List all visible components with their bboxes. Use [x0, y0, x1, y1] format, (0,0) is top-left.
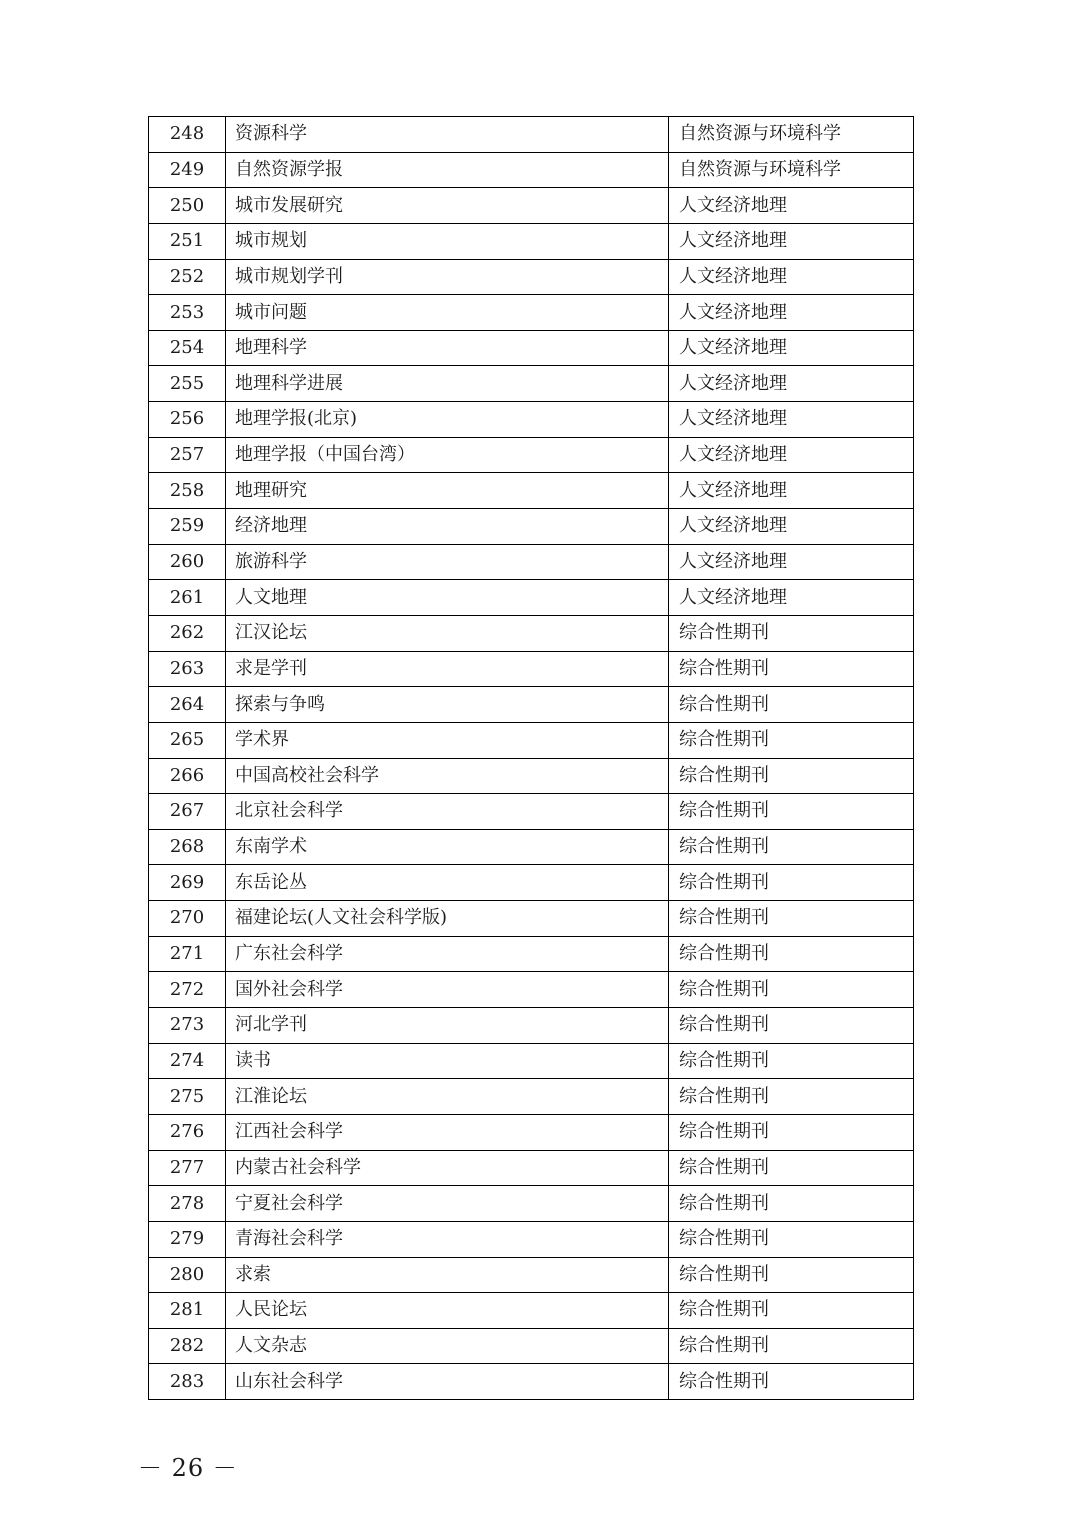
journal-table-body — [149, 117, 914, 1400]
category-cell: 综合性期刊 — [669, 794, 914, 830]
row-number-cell: 271 — [149, 936, 226, 972]
journal-name-cell: 内蒙古社会科学 — [226, 1150, 669, 1186]
category-cell: 综合性期刊 — [669, 687, 914, 723]
row-number-cell: 252 — [149, 259, 226, 295]
category-cell: 综合性期刊 — [669, 972, 914, 1008]
row-number-cell: 254 — [149, 330, 226, 366]
table-row — [149, 1221, 914, 1257]
table-row — [149, 1293, 914, 1329]
table-row — [149, 580, 914, 616]
journal-name-cell: 地理学报（中国台湾） — [226, 437, 669, 473]
table-row — [149, 152, 914, 188]
table-row — [149, 509, 914, 545]
row-number-cell: 266 — [149, 758, 226, 794]
table-row — [149, 722, 914, 758]
table-row — [149, 1150, 914, 1186]
journal-name-cell: 地理研究 — [226, 473, 669, 509]
journal-name-cell: 旅游科学 — [226, 544, 669, 580]
row-number-cell: 281 — [149, 1293, 226, 1329]
table-row — [149, 865, 914, 901]
category-cell: 综合性期刊 — [669, 1221, 914, 1257]
category-cell: 综合性期刊 — [669, 936, 914, 972]
table-row — [149, 936, 914, 972]
journal-name-cell: 山东社会科学 — [226, 1364, 669, 1400]
table-row — [149, 1114, 914, 1150]
row-number-cell: 256 — [149, 402, 226, 438]
table-row — [149, 117, 914, 153]
table-row — [149, 1364, 914, 1400]
category-cell: 人文经济地理 — [669, 366, 914, 402]
category-cell: 人文经济地理 — [669, 473, 914, 509]
table-row — [149, 794, 914, 830]
category-cell: 人文经济地理 — [669, 295, 914, 331]
journal-name-cell: 东南学术 — [226, 829, 669, 865]
table-row — [149, 901, 914, 937]
journal-name-cell: 地理科学 — [226, 330, 669, 366]
category-cell: 自然资源与环境科学 — [669, 152, 914, 188]
journal-name-cell: 福建论坛(人文社会科学版) — [226, 901, 669, 937]
category-cell: 综合性期刊 — [669, 1364, 914, 1400]
journal-name-cell: 广东社会科学 — [226, 936, 669, 972]
row-number-cell: 279 — [149, 1221, 226, 1257]
category-cell: 综合性期刊 — [669, 1114, 914, 1150]
table-row — [149, 188, 914, 224]
category-cell: 综合性期刊 — [669, 1079, 914, 1115]
category-cell: 人文经济地理 — [669, 188, 914, 224]
journal-name-cell: 国外社会科学 — [226, 972, 669, 1008]
category-cell: 人文经济地理 — [669, 402, 914, 438]
journal-name-cell: 江西社会科学 — [226, 1114, 669, 1150]
row-number-cell: 249 — [149, 152, 226, 188]
category-cell: 综合性期刊 — [669, 1150, 914, 1186]
table-row — [149, 544, 914, 580]
row-number-cell: 269 — [149, 865, 226, 901]
category-cell: 综合性期刊 — [669, 829, 914, 865]
category-cell: 人文经济地理 — [669, 259, 914, 295]
table-row — [149, 829, 914, 865]
row-number-cell: 258 — [149, 473, 226, 509]
category-cell: 人文经济地理 — [669, 437, 914, 473]
table-row — [149, 295, 914, 331]
row-number-cell: 261 — [149, 580, 226, 616]
category-cell: 综合性期刊 — [669, 1257, 914, 1293]
row-number-cell: 276 — [149, 1114, 226, 1150]
journal-name-cell: 学术界 — [226, 722, 669, 758]
row-number-cell: 248 — [149, 117, 226, 153]
table-row — [149, 402, 914, 438]
journal-name-cell: 读书 — [226, 1043, 669, 1079]
category-cell: 人文经济地理 — [669, 509, 914, 545]
category-cell: 综合性期刊 — [669, 1293, 914, 1329]
journal-name-cell: 北京社会科学 — [226, 794, 669, 830]
table-row — [149, 758, 914, 794]
category-cell: 人文经济地理 — [669, 223, 914, 259]
row-number-cell: 262 — [149, 615, 226, 651]
row-number-cell: 274 — [149, 1043, 226, 1079]
journal-table — [148, 116, 914, 1400]
row-number-cell: 257 — [149, 437, 226, 473]
row-number-cell: 250 — [149, 188, 226, 224]
table-row — [149, 1186, 914, 1222]
journal-name-cell: 人民论坛 — [226, 1293, 669, 1329]
journal-name-cell: 经济地理 — [226, 509, 669, 545]
row-number-cell: 264 — [149, 687, 226, 723]
row-number-cell: 282 — [149, 1328, 226, 1364]
row-number-cell: 259 — [149, 509, 226, 545]
row-number-cell: 272 — [149, 972, 226, 1008]
category-cell: 人文经济地理 — [669, 580, 914, 616]
table-row — [149, 615, 914, 651]
journal-name-cell: 资源科学 — [226, 117, 669, 153]
row-number-cell: 277 — [149, 1150, 226, 1186]
category-cell: 综合性期刊 — [669, 722, 914, 758]
row-number-cell: 267 — [149, 794, 226, 830]
table-row — [149, 330, 914, 366]
row-number-cell: 275 — [149, 1079, 226, 1115]
journal-name-cell: 中国高校社会科学 — [226, 758, 669, 794]
category-cell: 综合性期刊 — [669, 1043, 914, 1079]
journal-name-cell: 东岳论丛 — [226, 865, 669, 901]
row-number-cell: 255 — [149, 366, 226, 402]
table-row — [149, 223, 914, 259]
category-cell: 人文经济地理 — [669, 544, 914, 580]
category-cell: 综合性期刊 — [669, 651, 914, 687]
table-row — [149, 259, 914, 295]
journal-name-cell: 青海社会科学 — [226, 1221, 669, 1257]
journal-name-cell: 城市问题 — [226, 295, 669, 331]
journal-name-cell: 城市规划 — [226, 223, 669, 259]
category-cell: 综合性期刊 — [669, 1186, 914, 1222]
journal-name-cell: 人文地理 — [226, 580, 669, 616]
category-cell: 综合性期刊 — [669, 758, 914, 794]
row-number-cell: 253 — [149, 295, 226, 331]
row-number-cell: 270 — [149, 901, 226, 937]
journal-name-cell: 宁夏社会科学 — [226, 1186, 669, 1222]
row-number-cell: 273 — [149, 1008, 226, 1044]
journal-name-cell: 地理学报(北京) — [226, 402, 669, 438]
journal-name-cell: 江汉论坛 — [226, 615, 669, 651]
row-number-cell: 265 — [149, 722, 226, 758]
category-cell: 综合性期刊 — [669, 901, 914, 937]
row-number-cell: 278 — [149, 1186, 226, 1222]
category-cell: 综合性期刊 — [669, 1328, 914, 1364]
row-number-cell: 268 — [149, 829, 226, 865]
row-number-cell: 263 — [149, 651, 226, 687]
category-cell: 综合性期刊 — [669, 865, 914, 901]
table-row — [149, 687, 914, 723]
journal-name-cell: 城市规划学刊 — [226, 259, 669, 295]
category-cell: 综合性期刊 — [669, 1008, 914, 1044]
table-row — [149, 651, 914, 687]
table-row — [149, 1043, 914, 1079]
journal-name-cell: 求索 — [226, 1257, 669, 1293]
row-number-cell: 283 — [149, 1364, 226, 1400]
row-number-cell: 280 — [149, 1257, 226, 1293]
row-number-cell: 260 — [149, 544, 226, 580]
table-row — [149, 1328, 914, 1364]
journal-name-cell: 河北学刊 — [226, 1008, 669, 1044]
table-row — [149, 473, 914, 509]
page-number: － 26 － — [138, 1454, 238, 1482]
journal-name-cell: 求是学刊 — [226, 651, 669, 687]
row-number-cell: 251 — [149, 223, 226, 259]
category-cell: 自然资源与环境科学 — [669, 117, 914, 153]
category-cell: 综合性期刊 — [669, 615, 914, 651]
table-row — [149, 1257, 914, 1293]
category-cell: 人文经济地理 — [669, 330, 914, 366]
journal-name-cell: 江淮论坛 — [226, 1079, 669, 1115]
table-row — [149, 366, 914, 402]
table-row — [149, 437, 914, 473]
journal-name-cell: 地理科学进展 — [226, 366, 669, 402]
journal-name-cell: 探索与争鸣 — [226, 687, 669, 723]
journal-name-cell: 人文杂志 — [226, 1328, 669, 1364]
journal-name-cell: 城市发展研究 — [226, 188, 669, 224]
table-row — [149, 1079, 914, 1115]
table-row — [149, 1008, 914, 1044]
table-row — [149, 972, 914, 1008]
journal-name-cell: 自然资源学报 — [226, 152, 669, 188]
